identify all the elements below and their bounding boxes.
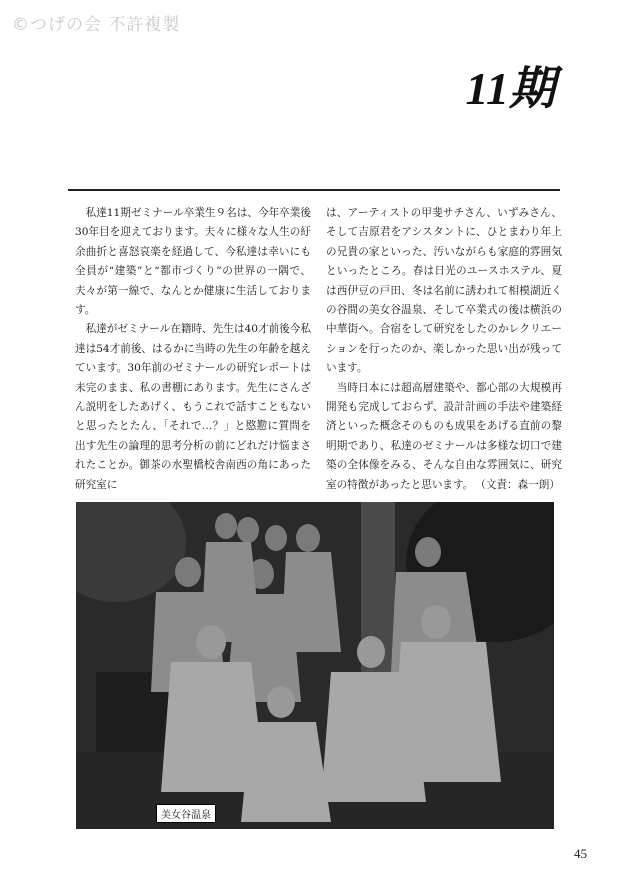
author-credit: （文責：森一朗） <box>475 478 560 491</box>
chapter-title: 11期 <box>465 63 555 114</box>
left-column <box>75 204 311 495</box>
paragraph: 私達がゼミナール在籍時、先生は40才前後今私達は54才前後、はるかに当時の先生の年齢を越えています。30年前のゼミナールの研究レポートは未完のまま、私の書棚にあります。先生にさんざん説明をしたあげく、もうこれで話すこともないと思ったとたん、「それで…？」と愍懃に質問を出す先生の論理的思考分析の前にどれだけ悩まされたことか。御茶の水聖橋校舎南西の角にあった研究室に <box>75 323 311 491</box>
paragraph: 当時日本には超高層建築や、都心部の大規模再開発も完成しておらず、設計計画の手法や建築経済といった概念そのものも成果をあげる直前の黎明期であり、私達のゼミナールは多様な切口で建築の全体像をみる、そんな自由な雰囲気に、研究室の特徴があったと思います。 <box>326 381 562 491</box>
paragraph: 私達11期ゼミナール卒業生９名は、今年卒業後30年目を迎えております。夫々に様々な人生の紆余曲折と喜怒哀楽を経過して、今私達は幸いにも全員が“建築”と“都市づくり”の世界の一隅で、夫々が第一線で、なんとか健康に生活しております。 <box>75 207 311 317</box>
watermark: ©つげの会 不許複製 <box>12 15 181 35</box>
paragraph: は、アーティストの甲斐サチさん、いずみさん、そして吉原君をアシスタントに、ひとまわり年上の兄貴の家といった、汚いながらも家庭的雰囲気といったところ。春は日光のユースホステル、夏は西伊豆の戸田、冬は名前に誘われて相模湖近くの谷間の美女谷温泉、そして卒業式の後は横浜の中華街へ。合宿をして研究をしたのかレクリエーションを行ったのか、楽しかった思い出が残っています。 <box>326 207 562 375</box>
divider-rule <box>68 189 560 191</box>
right-column <box>326 204 562 495</box>
page-number: 45 <box>574 846 587 861</box>
group-photo <box>76 502 554 829</box>
group-photo-icon <box>76 502 554 829</box>
photo-caption: 美女谷温泉 <box>156 804 216 823</box>
